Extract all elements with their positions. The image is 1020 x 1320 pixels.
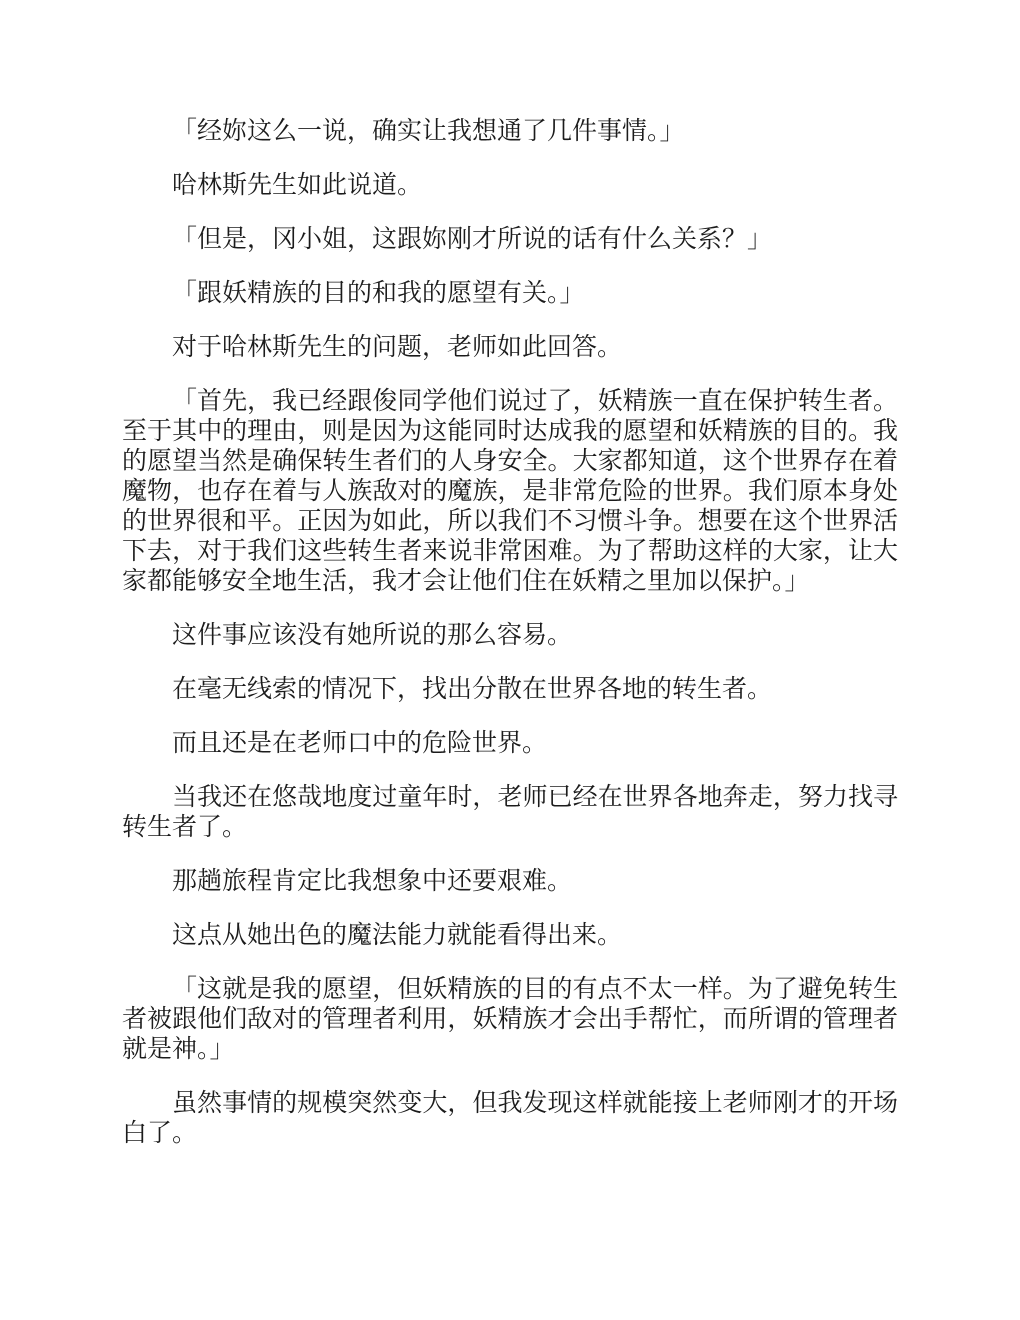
paragraph: 那趟旅程肯定比我想象中还要艰难。	[172, 868, 573, 895]
paragraph: 这点从她出色的魔法能力就能看得出来。	[172, 922, 623, 949]
paragraph: 「这就是我的愿望，但妖精族的目的有点不太一样。为了避免转生者被跟他们敌对的管理者利用，妖精族才会出手帮忙，而所谓的管理者就是神。」	[122, 976, 898, 1063]
paragraph: 而且还是在老师口中的危险世界。	[172, 730, 548, 757]
paragraph: 对于哈林斯先生的问题，老师如此回答。	[172, 334, 623, 361]
paragraph: 虽然事情的规模突然变大，但我发现这样就能接上老师刚才的开场白了。	[122, 1090, 898, 1147]
paragraph: 「但是，冈小姐，这跟妳刚才所说的话有什么关系？」	[172, 226, 773, 253]
paragraph: 「首先，我已经跟俊同学他们说过了，妖精族一直在保护转生者。至于其中的理由，则是因为这能同时达成我的愿望和妖精族的目的。我的愿望当然是确保转生者们的人身安全。大家都知道，这个世界存在着魔物，也存在着与人族敌对的魔族，是非常危险的世界。我们原本身处的世界很和平。正因为如此，所以我们不习惯斗争。想要在这个世界活下去，对于我们这些转生者来说非常困难。为了帮助这样的大家，让大家都能够安全地生活，我才会让他们住在妖精之里加以保护。」	[122, 388, 898, 595]
paragraph: 「经妳这么一说，确实让我想通了几件事情。」	[172, 118, 685, 145]
paragraph: 「跟妖精族的目的和我的愿望有关。」	[172, 280, 585, 307]
paragraph: 哈林斯先生如此说道。	[172, 172, 423, 199]
paragraph: 当我还在悠哉地度过童年时，老师已经在世界各地奔走，努力找寻转生者了。	[122, 784, 898, 841]
text-content	[122, 117, 898, 1173]
paragraph: 这件事应该没有她所说的那么容易。	[172, 622, 573, 649]
paragraph: 在毫无线索的情况下，找出分散在世界各地的转生者。	[172, 676, 773, 703]
